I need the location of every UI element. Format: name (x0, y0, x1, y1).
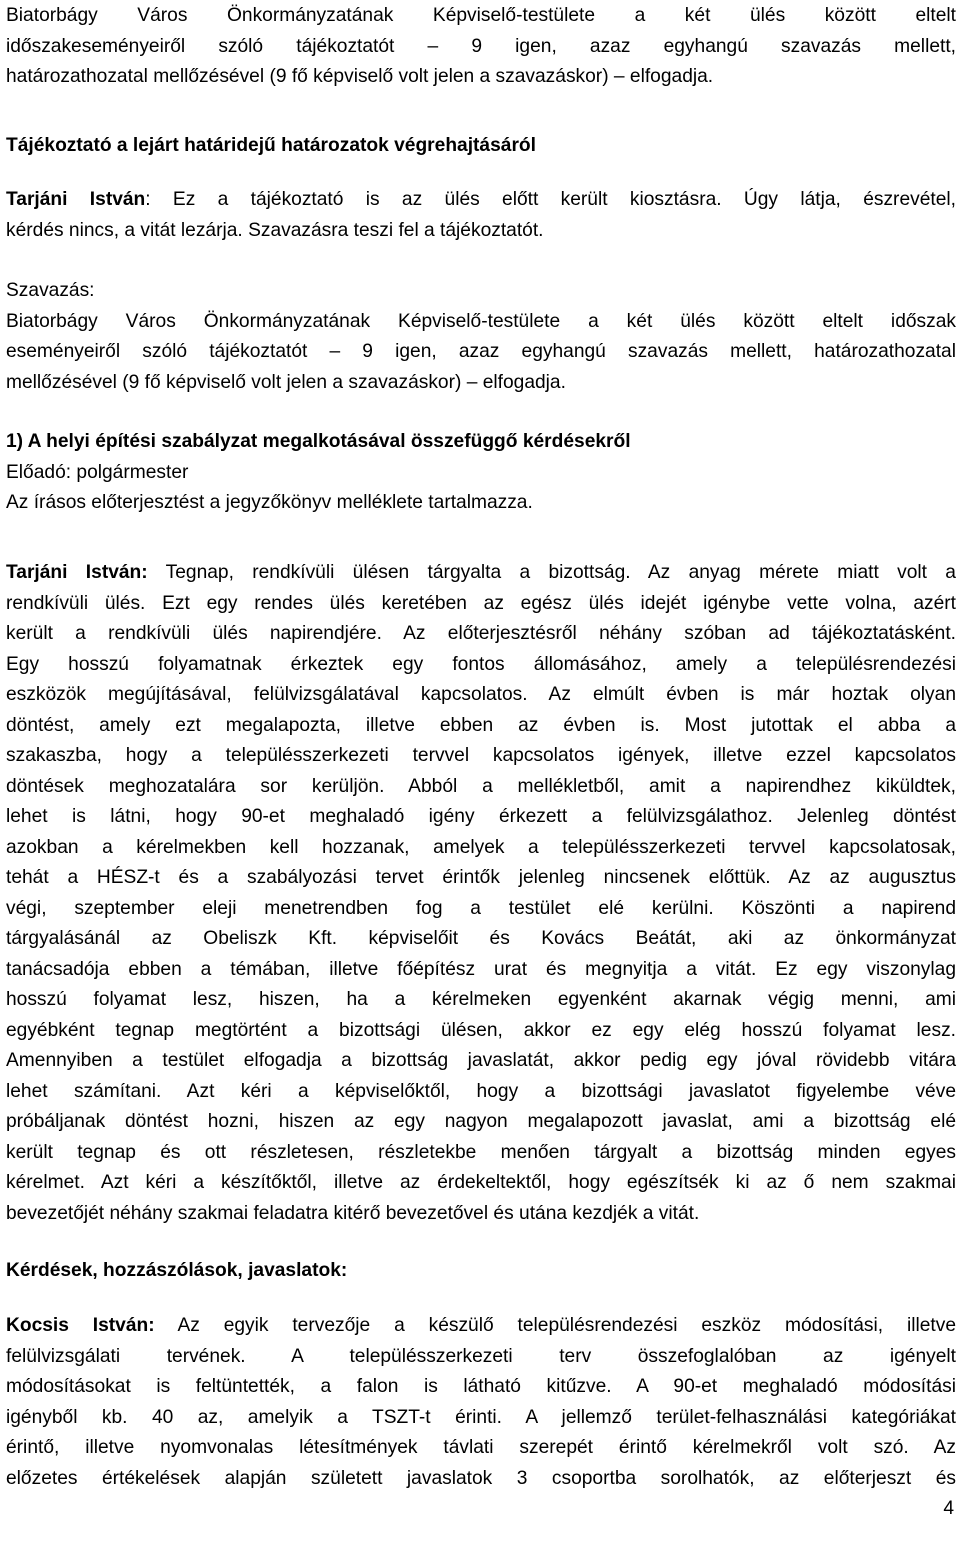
tarjani-statement-1 (6, 185, 956, 246)
text-run: Biatorbágy Város Önkormányzatának Képviselő-testülete a két ülés között eltelt időszak (6, 310, 956, 332)
text-line (6, 680, 956, 711)
bold-text: Tájékoztató a lejárt határidejű határozatok végrehajtásáról (6, 135, 536, 156)
text-run: határozathozatal mellőzésével (9 fő képviselő volt jelen a szavazáskor) – elfogadja. (6, 66, 714, 87)
text-line (6, 589, 956, 620)
text-run: igényből kb. 40 az, amelyik a TSZT-t érinti. A jellemző terület-felhasználási kategóriákat (6, 1406, 956, 1428)
text-run: felülvizsgálati tervének. A településszerkezeti terv összefoglalóban az igényelt (6, 1345, 956, 1367)
text-run: időszakeseményeiről szóló tájékoztatót – 9 igen, azaz egyhangú szavazás mellett, (6, 35, 956, 57)
text-run: Az egyik tervezője a készülő településrendezési eszköz módosítási, illetve (154, 1315, 956, 1336)
text-run: döntések meghozatalára sor kerüljön. Abból a mellékletből, amit a napirendhez kiküldtek, (6, 775, 956, 797)
text-run: kérdés nincs, a vitát lezárja. Szavazásra teszi fel a tájékoztatót. (6, 219, 544, 241)
text-line (6, 1342, 956, 1373)
text-run: Előadó: polgármester (6, 461, 189, 483)
text-line (6, 185, 956, 216)
bold-text: Tarjáni István: (6, 562, 148, 583)
text-run: Biatorbágy Város Önkormányzatának Képviselő-testülete a két ülés között eltelt (6, 5, 956, 26)
text-run: eseményeiről szóló tájékoztatót – 9 igen, azaz egyhangú szavazás mellett, határozathozatal (6, 341, 956, 362)
text-line (6, 650, 956, 681)
text-line (6, 216, 956, 247)
text-run: tanácsadója ebben a témában, illetve főépítész urat és megnyitja a vitát. Ez egy viszonylag (6, 958, 956, 980)
text-line (6, 276, 956, 307)
text-run: végi, szeptember eleji menetrendben fog a testület elé kerülni. Köszönti a napirend (6, 897, 956, 919)
text-line (6, 427, 956, 458)
text-run: : Ez a tájékoztató is az ülés előtt került kiosztásra. Úgy látja, észrevétel, (145, 189, 956, 210)
bold-text: 1) A helyi építési szabályzat megalkotásával összefüggő kérdésekről (6, 431, 631, 452)
text-line (6, 833, 956, 864)
text-line (6, 985, 956, 1016)
text-line (6, 772, 956, 803)
kocsis-statement (6, 1311, 956, 1494)
text-run: hosszú folyamat lesz, hiszen, ha a kérelmeken egyenként akarnak végig menni, ami (6, 989, 956, 1010)
text-line (6, 1016, 956, 1047)
text-run: döntést, amely ezt megalapozta, illetve ebben az évben is. Most jutottak el abba a (6, 714, 956, 736)
text-run: rendkívüli ülés. Ezt egy rendes ülés keretében az egész ülés idejét igénybe vette volna, azért (6, 592, 956, 614)
text-line (6, 131, 956, 162)
text-run: Egy hosszú folyamatnak érkeztek egy fontos állomásához, amely a településrendezési (6, 653, 956, 675)
text-run: érintő, illetve nyomvonalas létesítmények távlati szerepét érintő kérelmekről volt szó. Az (6, 1437, 956, 1458)
text-run: mellőzésével (9 fő képviselő volt jelen a szavazáskor) – elfogadja. (6, 371, 566, 393)
text-line (6, 558, 956, 589)
text-run: lehet is látni, hogy 90-et meghaladó igény érkezett a felülvizsgálathoz. Jelenleg döntést (6, 806, 956, 827)
text-run: tárgyalásánál az Obeliszk Kft. képviselőit és Kovács Beátát, aki az önkormányzat (6, 928, 956, 949)
text-run: próbáljanak döntést hozni, hiszen az egy nagyon megalapozott javaslat, ami a bizottság elé (6, 1111, 956, 1132)
text-line (6, 1311, 956, 1342)
text-run: tehát a HÉSZ-t és a szabályozási tervet érintők jelenleg nincsenek előttük. Az az augusztus (6, 867, 956, 888)
section-heading-lejart (6, 131, 956, 162)
text-line (6, 1372, 956, 1403)
text-line (6, 1199, 956, 1230)
text-run: szakaszba, hogy a településszerkezeti tervvel kapcsolatos igények, illetve ezzel kapcsolatos (6, 745, 956, 766)
text-line (6, 488, 956, 519)
text-run: lehet számítani. Azt kéri a képviselőktől, hogy a bizottsági javaslatot figyelembe véve (6, 1080, 956, 1102)
page-number: 4 (943, 1498, 954, 1519)
text-run: Az írásos előterjesztést a jegyzőkönyv melléklete tartalmazza. (6, 492, 533, 513)
text-line (6, 1464, 956, 1495)
text-line (6, 1, 956, 32)
text-line (6, 1046, 956, 1077)
bold-text: Kocsis István: (6, 1315, 155, 1336)
tarjani-statement-2 (6, 558, 956, 1229)
text-line (6, 1256, 956, 1287)
text-run: Szavazás: (6, 280, 95, 301)
text-run: előzetes értékelések alapján született javaslatok 3 csoportba sorolhatók, az előterjeszt és (6, 1467, 956, 1489)
text-line (6, 711, 956, 742)
text-line (6, 894, 956, 925)
text-run: eszközök megújításával, felülvizsgálatával kapcsolatos. Az elmúlt évben is már hoztak olyan (6, 684, 956, 705)
text-line (6, 802, 956, 833)
text-line (6, 307, 956, 338)
text-run: Amennyiben a testület elfogadja a bizottság javaslatát, akkor pedig egy jóval rövidebb vitára (6, 1050, 956, 1071)
text-line (6, 368, 956, 399)
text-line (6, 741, 956, 772)
text-run: Tegnap, rendkívüli ülésen tárgyalta a bizottság. Az anyag mérete miatt volt a (147, 562, 956, 583)
text-run: került tegnap és ott részletesen, részletekbe menően tárgyalt a bizottság minden egyes (6, 1141, 956, 1163)
questions-heading (6, 1256, 956, 1287)
text-line (6, 32, 956, 63)
text-run: egyébként tegnap megtörtént a bizottsági ülésen, akkor ez egy elég hosszú folyamat lesz. (6, 1019, 956, 1041)
vote-paragraph (6, 276, 956, 398)
text-line (6, 924, 956, 955)
intro-paragraph (6, 1, 956, 93)
text-run: módosításokat is feltüntették, a falon is látható kitűzve. A 90-et meghaladó módosítási (6, 1376, 956, 1397)
text-run: kérelmet. Azt kéri a készítőktől, illetve az érdekeltektől, hogy egészítsék ki az ő nem szakmai (6, 1172, 956, 1193)
text-line (6, 1138, 956, 1169)
text-run: azokban a kérelmekben kell hozzanak, amelyek a településszerkezeti tervvel kapcsolatosak, (6, 836, 956, 858)
text-line (6, 619, 956, 650)
bold-text: Kérdések, hozzászólások, javaslatok: (6, 1260, 348, 1281)
agenda-item-1 (6, 427, 956, 519)
bold-text: Tarjáni István (6, 189, 146, 210)
text-line (6, 1077, 956, 1108)
text-run: került a rendkívüli ülés napirendjére. Az előterjesztésről néhány szóban ad tájékoztatásként. (6, 623, 956, 644)
text-line (6, 1433, 956, 1464)
text-line (6, 1107, 956, 1138)
text-line (6, 1403, 956, 1434)
text-line (6, 458, 956, 489)
text-run: bevezetőjét néhány szakmai feladatra kitérő bevezetővel és utána kezdjék a vitát. (6, 1202, 700, 1224)
text-line (6, 955, 956, 986)
text-line (6, 62, 956, 93)
text-line (6, 863, 956, 894)
text-line (6, 337, 956, 368)
text-line (6, 1168, 956, 1199)
